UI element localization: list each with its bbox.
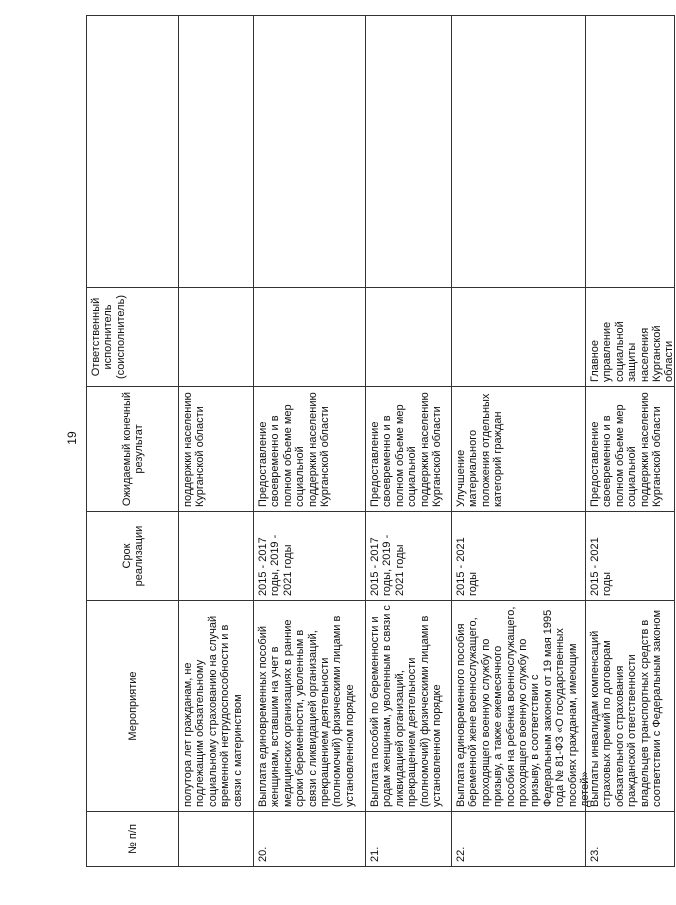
row-num: 22.: [452, 812, 586, 867]
row-activity: Выплата единовременных пособий женщинам, вставшим на учет в медицинских организациях в ранние сроки беременности, уволенным в связи с ликвидацией организаций, прекращением деятельности (полномочий) физическими лицами в установленном порядке: [254, 601, 366, 812]
row-num: 21.: [366, 812, 452, 867]
row-extra-cell: [179, 15, 254, 288]
header-term: Срок реализации: [87, 512, 179, 601]
table-row: [253, 15, 366, 867]
row-result: Предоставление своевременно и в полном объеме мер социальной поддержки населению Курганской области: [366, 387, 452, 512]
header-result: Ожидаемый конечный результат: [87, 387, 179, 512]
row-term: 2015 - 2021 годы: [452, 512, 586, 601]
row-activity: Выплаты инвалидам компенсаций страховых премий по договорам обязательного страхования гражданской ответственности владельцев транспортных средств в соответствии с Федеральным законом: [586, 601, 674, 812]
row-responsible: Главное управление социальной защиты населения Курганской области: [586, 288, 674, 387]
row-result: Улучшение материального положения отдельных категорий граждан: [452, 387, 586, 512]
program-activities-table: [86, 15, 676, 867]
row-activity: Выплата единовременного пособия беременной жене военнослужащего, проходящего военную службу по призыву, а также ежемесячного пособия на ребенка военнослужащего, проходящего военную службу по призыву, в соответствии с Федеральным законом от 19 мая 1995 года № 81-ФЗ «О государственных пособиях гражданам, имеющим детей»: [452, 601, 586, 812]
row-result: Предоставление своевременно и в полном объеме мер социальной поддержки населению Курганской области: [254, 387, 366, 512]
row-responsible: [254, 288, 366, 387]
row-num: 20.: [254, 812, 366, 867]
row-extra-cell: [366, 15, 452, 288]
row-extra-cell: [586, 15, 674, 288]
row-activity: полутора лет гражданам, не подлежащим обязательному социальному страхованию на случай временной нетрудоспособности и в связи с материнством: [179, 601, 254, 812]
row-extra-cell: [452, 15, 586, 288]
row-responsible: [366, 288, 452, 387]
table-row: [451, 15, 592, 867]
row-term: [179, 512, 254, 601]
header-activity: Мероприятие: [87, 601, 179, 812]
row-term: 2015 - 2017 годы, 2019 - 2021 годы: [366, 512, 452, 601]
row-num: [179, 812, 254, 867]
row-activity: Выплата пособий по беременности и родам женщинам, уволенным в связи с ликвидацией организаций, прекращением деятельности (полномочий) физическими лицами в установленном порядке: [366, 601, 452, 812]
row-term: 2015 - 2021 годы: [586, 512, 674, 601]
table-row: [365, 15, 452, 867]
header-num: № п/п: [87, 812, 179, 867]
row-extra-cell: [254, 15, 366, 288]
table-header-row: [86, 15, 179, 867]
table-row: [585, 15, 675, 867]
row-num: 23.: [586, 812, 674, 867]
table-row: [178, 15, 254, 867]
row-result: поддержки населению Курганской области: [179, 387, 254, 512]
page-number: 19: [65, 431, 79, 445]
header-responsible: Ответственный исполнитель (соисполнитель): [87, 288, 179, 387]
header-extra-column: [87, 15, 179, 288]
row-result: Предоставление своевременно и в полном объеме мер социальной поддержки населению Курганской области: [586, 387, 674, 512]
row-responsible: [179, 288, 254, 387]
row-term: 2015 - 2017 годы, 2019 - 2021 годы: [254, 512, 366, 601]
row-responsible: [452, 288, 586, 387]
